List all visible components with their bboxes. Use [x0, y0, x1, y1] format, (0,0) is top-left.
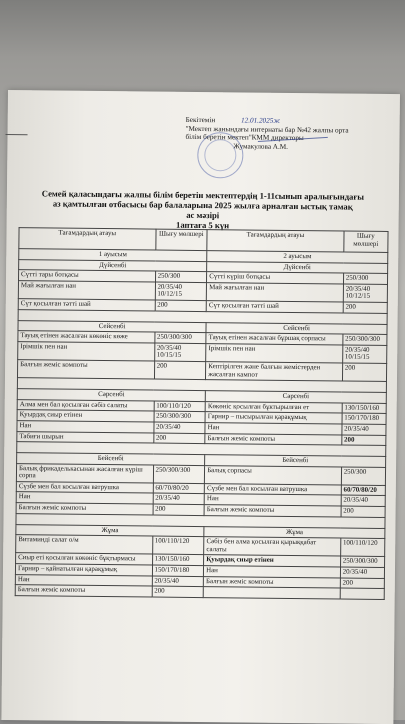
- portion-1: 200: [153, 504, 205, 515]
- portion-1: 250/300/300: [154, 411, 206, 422]
- dish-2: Балғын жеміс компоты: [205, 433, 342, 445]
- portion-2: 20/35/40 10/12/15: [343, 284, 387, 303]
- dish-2: [203, 587, 340, 599]
- dish-1: Сүтті тары ботқасы: [19, 270, 156, 282]
- dish-2: Ірімшік пен нан: [206, 343, 343, 363]
- day-name-1: Бейсенбі: [17, 453, 205, 466]
- dish-2: Балғын жеміс компоты: [204, 505, 341, 517]
- portion-2: 250/300/300: [343, 334, 387, 345]
- dish-2: Балық сорпасы: [205, 465, 342, 485]
- portion-2: 250/300: [343, 273, 387, 284]
- portion-1: 250/300/300: [153, 465, 205, 484]
- portion-2: 130/150/160: [342, 403, 386, 414]
- title-line-4: 1аптаға 5 күн: [176, 219, 230, 231]
- dish-1: Нан: [15, 574, 152, 586]
- portion-1: 250/300: [155, 271, 207, 282]
- portion-2: 250/300: [341, 467, 385, 486]
- dish-1: Сиыр еті қосылған көкөніс бұқтырмасы: [16, 553, 153, 565]
- portion-2: 60/70/80/20: [341, 485, 385, 496]
- portion-1: 150/170/180: [152, 565, 204, 576]
- portion-2: 200: [341, 506, 385, 517]
- dish-2: Нан: [205, 422, 342, 434]
- dish-1: Сүзбе мен бал косылған ватрушка: [16, 481, 153, 493]
- portion-2: 200: [343, 302, 387, 313]
- approval-date: 12.01.2025ж: [240, 116, 281, 125]
- dish-1: Май жағылған нан: [18, 280, 155, 300]
- shift-1-label: 1 ауысым: [19, 249, 207, 262]
- portion-2: 150/170/180: [342, 413, 386, 424]
- dish-2: Гарнир – пысырылған қарақұмық: [205, 412, 342, 424]
- portion-2: 20/35/40: [342, 424, 386, 435]
- approval-director: Жумакулова А.М.: [233, 142, 289, 151]
- portion-1: 200: [152, 586, 204, 597]
- dish-1: Табиғи шырын: [17, 431, 154, 443]
- day-name-2: Сәрсенбі: [205, 391, 386, 403]
- dish-2: Сүт қосылған тәтті шай: [206, 301, 343, 313]
- portion-1: 20/35/40: [152, 576, 204, 587]
- menu-table: [15, 227, 389, 600]
- day-name-2: Жұма: [204, 526, 385, 538]
- portion-1: 60/70/80/20: [153, 483, 205, 494]
- dish-2: Сәбіз бен алма қосылған қырыққабат салаты: [204, 537, 341, 557]
- portion-2: 20/35/40: [340, 567, 384, 578]
- portion-1: 20/35/40: [153, 422, 205, 433]
- portion-2: 100/110/120: [340, 538, 384, 557]
- header-portion-2: Шығу мөлшері: [344, 231, 388, 252]
- dish-2: Май жағылған нан: [206, 282, 343, 302]
- dish-1: Балғын жеміс компоты: [16, 503, 153, 515]
- portion-2: 250/300/300: [340, 556, 384, 567]
- dish-1: Нан: [17, 421, 154, 433]
- portion-2: 20/35/40 10/15/15: [342, 345, 386, 364]
- dish-1: Тауық етінен жасалған көкөніс көже: [18, 331, 155, 343]
- stamp-seal: [197, 132, 243, 178]
- dish-1: Қуырдақ сиыр етінен: [17, 410, 154, 422]
- approval-label: Бекітемін 12.01.2025ж: [185, 115, 281, 125]
- title-line-2: аз қамтылған отбасысы бар балаларына 2025 жылға арналған ыстық тамақ: [52, 198, 353, 212]
- document-title: [17, 188, 389, 232]
- shift-2-label: 2 ауысым: [207, 251, 388, 263]
- portion-2: 200: [342, 363, 386, 382]
- dish-1: Алма мен бал қосылған сәбіз салаты: [17, 399, 154, 411]
- dish-2: Сүтті күріш ботқасы: [207, 272, 344, 284]
- dish-1: Сүт қосылған тәтті шай: [18, 299, 155, 311]
- day-name-1: Сәрсенбі: [17, 389, 205, 402]
- dish-1: Гарнир – қайнатылған қарақұмық: [15, 564, 152, 576]
- portion-1: 200: [155, 300, 207, 311]
- day-name-2: Дүйсенбі: [207, 261, 388, 273]
- portion-1: 100/110/120: [154, 401, 206, 412]
- portion-2: [340, 588, 384, 599]
- portion-2: 20/35/40: [341, 495, 385, 506]
- portion-2: 200: [342, 435, 386, 446]
- day-name-1: Жұма: [16, 524, 204, 537]
- portion-1: 200: [154, 361, 206, 380]
- approval-school: "Мектеп жанындағы интернаты бар №42 жалпы орта: [185, 124, 349, 135]
- day-name-1: Сейсенбі: [18, 320, 206, 333]
- dish-1: Витаминді салат о/м: [16, 535, 153, 555]
- portion-1: 250/300/300: [154, 332, 206, 343]
- dish-2: Сүзбе мен бал косылған ватрушка: [204, 483, 341, 495]
- day-name-1: Дүйсенбі: [19, 259, 207, 272]
- day-name-2: Сейсенбі: [206, 322, 387, 334]
- dish-1: Балғын жеміс компоты: [17, 360, 154, 380]
- dish-1: Балық фрикаделькасынан жасалған күріш сорпа: [16, 463, 153, 483]
- dish-2: Нан: [204, 494, 341, 506]
- portion-1: 20/35/40 10/15/15: [154, 343, 206, 362]
- title-line-3: ас мәзірі: [186, 209, 220, 221]
- portion-1: 200: [153, 433, 205, 444]
- dish-2: Көкөніс қосылған бұктырылған ет: [205, 401, 342, 413]
- portion-1: 100/110/120: [152, 536, 204, 555]
- document-page: [1, 90, 400, 724]
- dish-2: Балғын жеміс компоты: [203, 576, 340, 588]
- header-portion-1: Шығу мөлшері: [155, 229, 207, 251]
- day-name-2: Бейсенбі: [205, 455, 386, 467]
- portion-2: 200: [340, 578, 384, 589]
- portion-1: 20/35/40 10/12/15: [155, 282, 207, 301]
- dish-2: Қуырдақ сиыр етінен: [204, 555, 341, 567]
- portion-1: 20/35/40: [153, 494, 205, 505]
- approval-position: білім беретін мектеп"КММ директоры: [185, 133, 304, 143]
- dish-2: Тауық етінен жасалған бұршақ сорпасы: [206, 333, 343, 345]
- dish-2: Кептірілген және балғын жемістерден жасалған кампот: [206, 362, 343, 382]
- header-dish-2: Тағамдардың атауы: [207, 230, 344, 252]
- dish-1: Нан: [16, 492, 153, 504]
- paper-mark: [6, 134, 28, 135]
- title-line-1: Семей қаласындағы жалпы білім беретін мектептердің 1-11сынып аралығындағы: [41, 188, 365, 202]
- dish-1: Балғын жеміс компоты: [15, 585, 152, 597]
- portion-1: 130/150/160: [152, 554, 204, 565]
- dish-1: Ірімшік пен нан: [18, 341, 155, 361]
- header-dish-1: Тағамдардың атауы: [19, 228, 156, 250]
- dish-2: Нан: [204, 566, 341, 578]
